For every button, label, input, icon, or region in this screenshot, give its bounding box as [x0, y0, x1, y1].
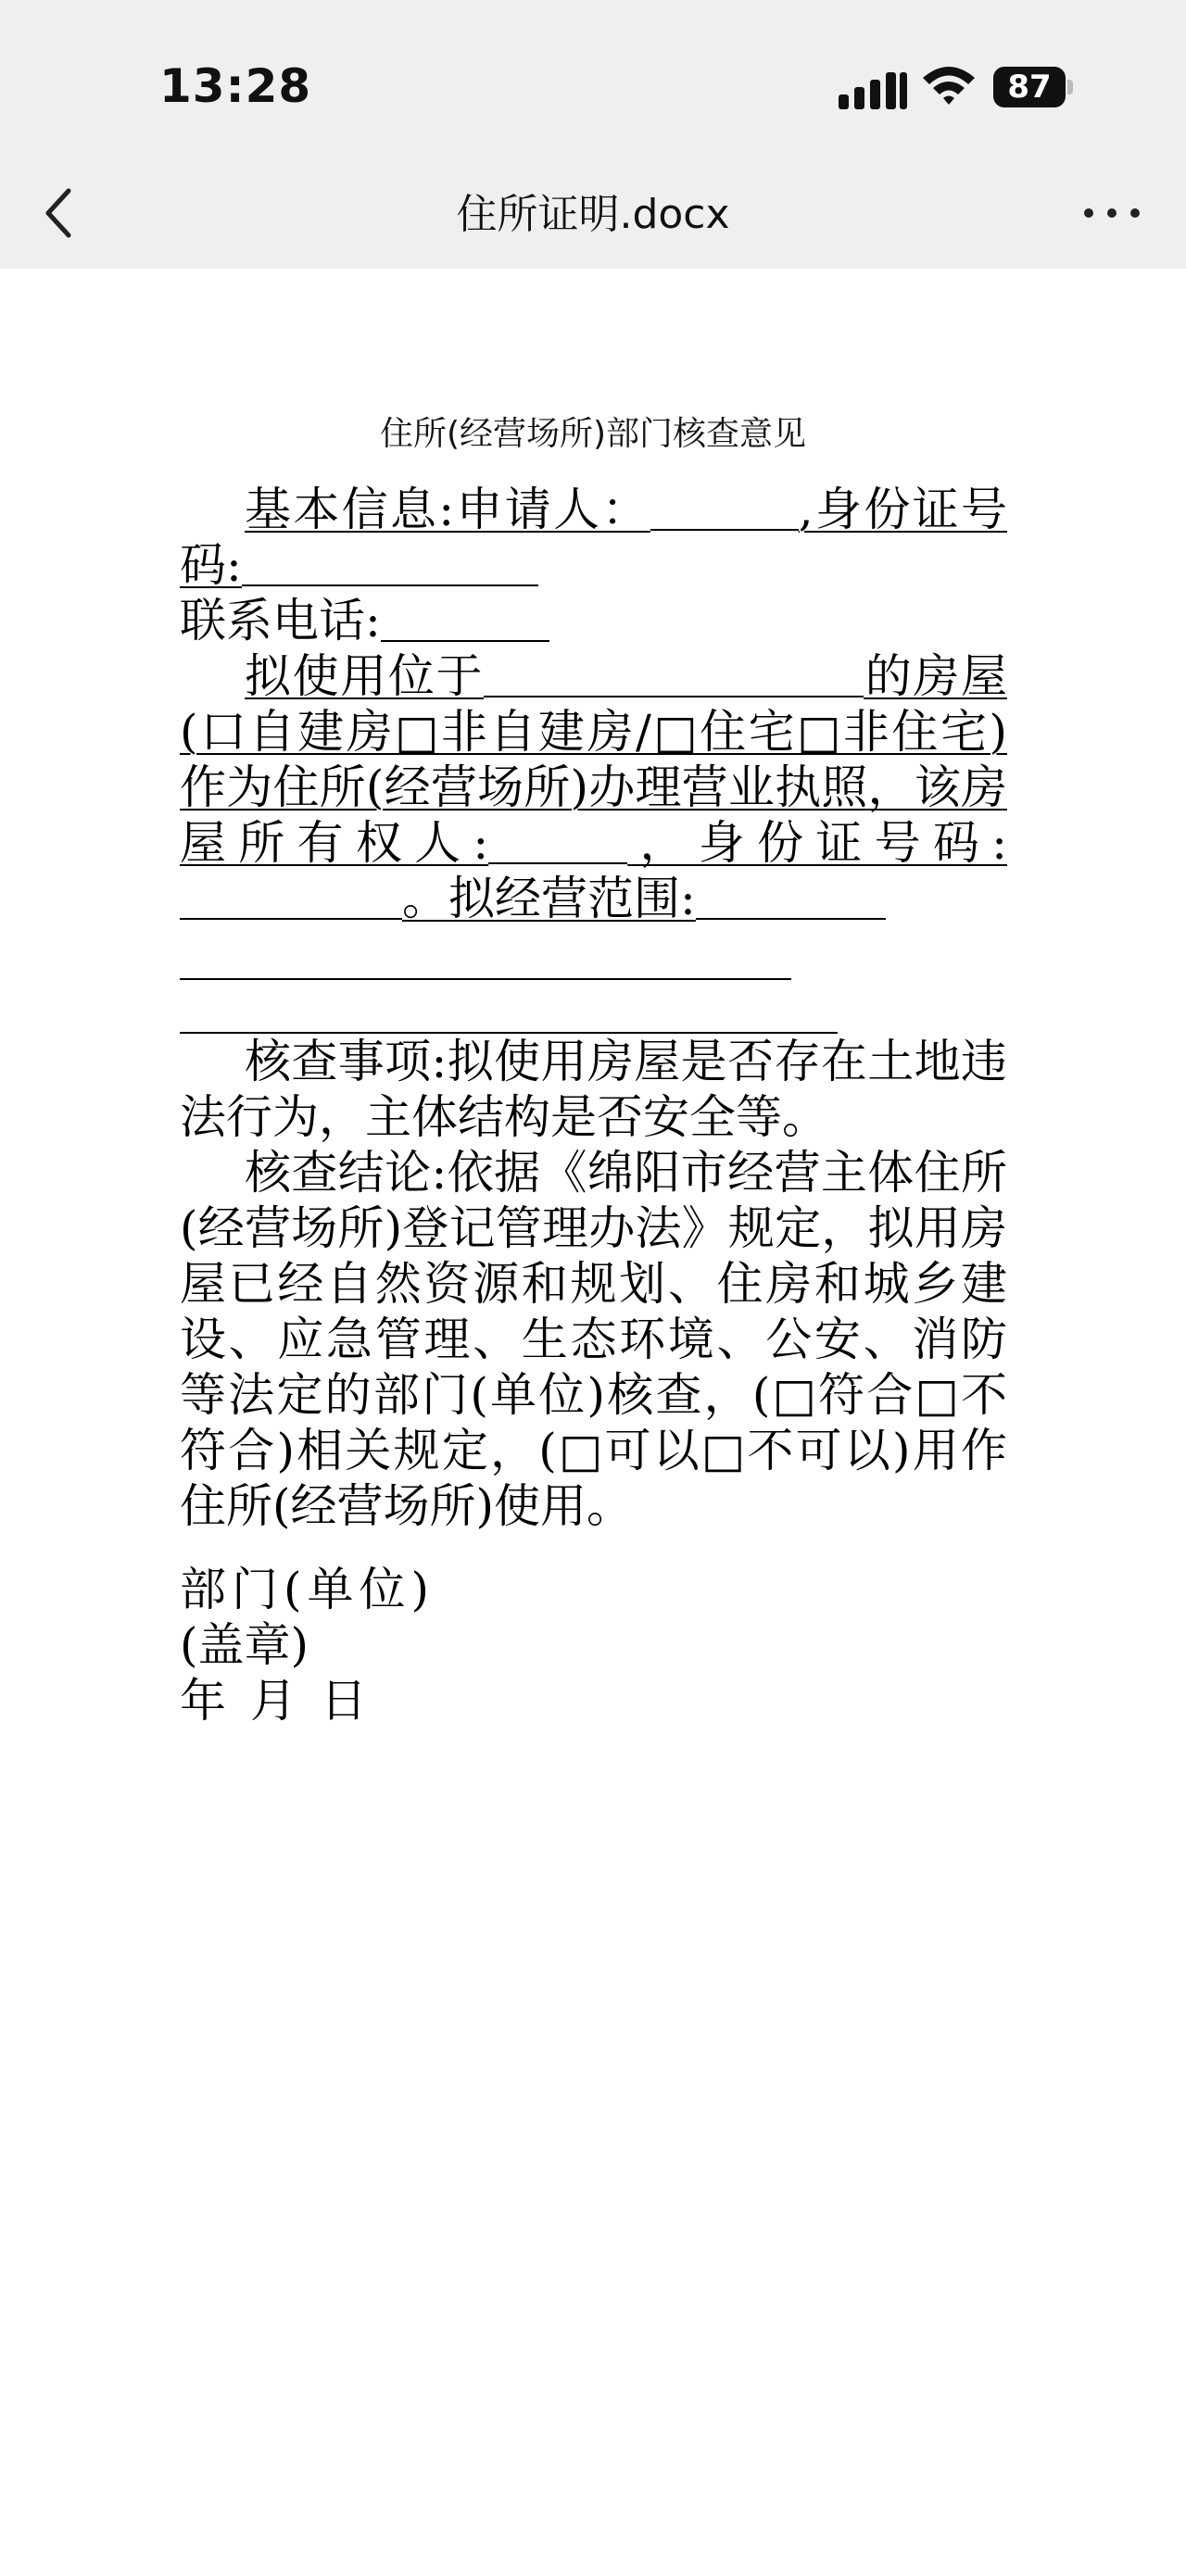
- id-label-cont: 码:: [180, 538, 242, 592]
- intended-use-part5: 。拟经营范围:: [402, 872, 696, 925]
- phone-paragraph: [180, 593, 1007, 648]
- seal-label: (盖章): [180, 1618, 309, 1672]
- doc-body: [180, 482, 1007, 1728]
- intended-use-part1: 拟使用位于: [245, 649, 485, 703]
- owner-blank: [488, 822, 627, 864]
- scope-blank: [696, 877, 886, 920]
- status-time: 13:28: [159, 59, 312, 113]
- app-chrome: [0, 0, 1186, 269]
- document-page[interactable]: [0, 269, 1186, 2576]
- intended-use-part2: 的房屋: [864, 649, 1007, 703]
- intended-use-part4: ，身份证号码:: [627, 816, 1007, 870]
- applicant-blank: [650, 488, 799, 531]
- wifi-icon: [919, 61, 978, 107]
- document-title: 住所证明.docx: [456, 191, 730, 238]
- basic-info-paragraph: [180, 482, 1007, 593]
- conclusion-paragraph: 核查结论:依据《绵阳市经营主体住所(经营场所)登记管理办法》规定，拟用房屋已经自然资源和规划、住房和城乡建设、应急管理、生态环境、公安、消防等法定的部门(单位)核查，(□符合□不符合)相关规定，(□可以□不可以)用作住所(经营场所)使用。: [180, 1146, 1007, 1533]
- intended-use-paragraph: [180, 648, 1007, 926]
- intended-use-part3: (口自建房□非自建房/□住宅□非住宅)作为住所(经营场所)办理营业执照，该房屋所有权人:: [180, 705, 1007, 870]
- scope-line-2: [180, 980, 838, 1034]
- check-items-paragraph: 核查事项:拟使用房屋是否存在土地违法行为，主体结构是否安全等。: [180, 1035, 1007, 1144]
- applicant-label: 基本信息:申请人：: [245, 483, 650, 536]
- battery-cap: [1067, 80, 1073, 94]
- id-blank: [242, 544, 538, 586]
- phone-blank: [381, 599, 549, 642]
- date-label: 年月日: [180, 1674, 391, 1728]
- cellular-signal-icon: [839, 67, 909, 109]
- id-label: ,身份证号: [798, 483, 1007, 536]
- owner-id-blank: [180, 877, 402, 920]
- location-blank: [484, 655, 864, 697]
- phone-label: 联系电话:: [180, 594, 381, 647]
- doc-heading: 住所(经营场所)部门核查意见: [379, 415, 807, 453]
- dept-signature: 部门(单位): [180, 1563, 435, 1616]
- scope-line-1: [180, 926, 791, 980]
- battery-indicator: [993, 67, 1075, 109]
- more-options-icon[interactable]: [1075, 190, 1149, 236]
- battery-level: 87: [993, 67, 1066, 107]
